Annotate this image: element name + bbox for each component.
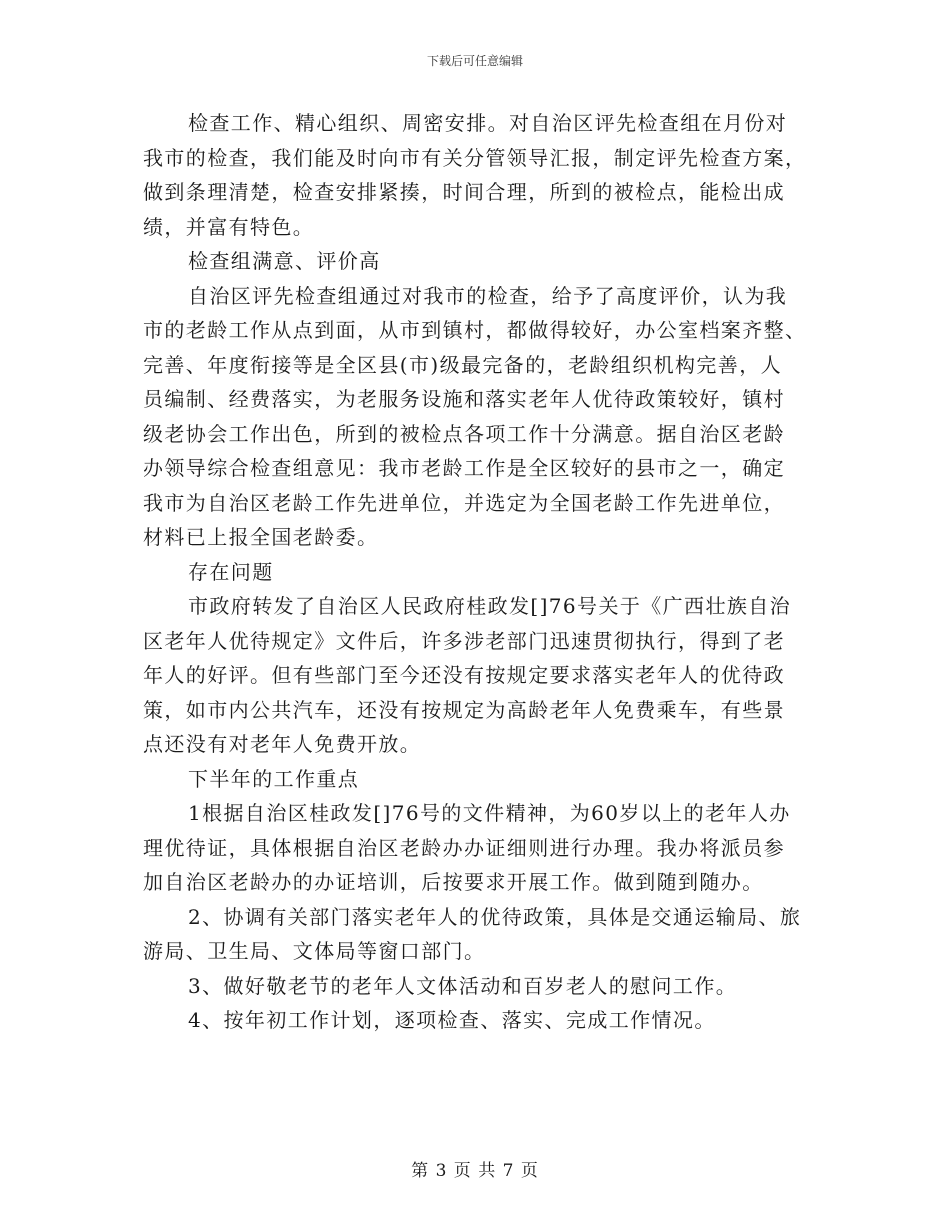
text-line: 理优待证，具体根据自治区老龄办办证细则进行办理。我办将派员参 — [143, 835, 785, 860]
text-line: 加自治区老龄办的办证培训，后按要求开展工作。做到随到随办。 — [143, 870, 764, 894]
text-line: 3、做好敬老节的老年人文体活动和百岁老人的慰问工作。 — [188, 973, 738, 998]
text-line: 下半年的工作重点 — [188, 766, 360, 791]
text-line: 员编制、经费落实，为老服务设施和落实老年人优待政策较好，镇村 — [143, 387, 785, 411]
page-footer: 第 3 页 共 7 页 — [411, 1161, 539, 1181]
text-line: 策，如市内公共汽车，还没有按规定为高龄老年人免费乘车，有些景 — [143, 697, 785, 722]
text-line: 检查工作、精心组织、周密安排。对自治区评先检查组在月份对 — [188, 111, 788, 135]
text-line: 市政府转发了自治区人民政府桂政发[]76号关于《广西壮族自治 — [188, 594, 792, 618]
text-line: 级老协会工作出色，所到的被检点各项工作十分满意。据自治区老龄 — [143, 421, 785, 446]
text-line: 检查组满意、评价高 — [188, 249, 381, 273]
text-line: 年人的好评。但有些部门至今还没有按规定要求落实老年人的优待政 — [143, 663, 785, 687]
text-line: 自治区评先检查组通过对我市的检查，给予了高度评价，认为我 — [188, 283, 788, 308]
text-line: 我市为自治区老龄工作先进单位，并选定为全国老龄工作先进单位， — [143, 490, 785, 515]
text-line: 完善、年度衔接等是全区县(市)级最完备的，老龄组织机构完善，人 — [143, 352, 783, 377]
text-line: 我市的检查，我们能及时向市有关分管领导汇报，制定评先检查方案， — [143, 145, 807, 170]
document-body — [143, 106, 810, 1038]
text-line: 游局、卫生局、文体局等窗口部门。 — [143, 939, 486, 963]
text-line: 市的老龄工作从点到面，从市到镇村，都做得较好，办公室档案齐整、 — [143, 318, 807, 342]
text-line: 4、按年初工作计划，逐项检查、落实、完成工作情况。 — [188, 1008, 716, 1032]
text-line: 绩，并富有特色。 — [143, 214, 315, 239]
text-line: 存在问题 — [188, 559, 274, 584]
page-header: 下载后可任意编辑 — [426, 54, 523, 68]
text-line: 2、协调有关部门落实老年人的优待政策，具体是交通运输局、旅 — [188, 904, 802, 929]
text-line: 做到条理清楚，检查安排紧揍，时间合理，所到的被检点，能检出成 — [143, 180, 785, 204]
text-line: 1根据自治区桂政发[]76号的文件精神，为60岁以上的老年人办 — [188, 801, 791, 825]
text-line: 点还没有对老年人免费开放。 — [143, 732, 422, 756]
text-line: 材料已上报全国老龄委。 — [143, 525, 379, 549]
text-line: 办领导综合检查组意见：我市老龄工作是全区较好的县市之一，确定 — [143, 456, 785, 480]
text-line: 区老年人优待规定》文件后，许多涉老部门迅速贯彻执行，得到了老 — [143, 628, 785, 653]
